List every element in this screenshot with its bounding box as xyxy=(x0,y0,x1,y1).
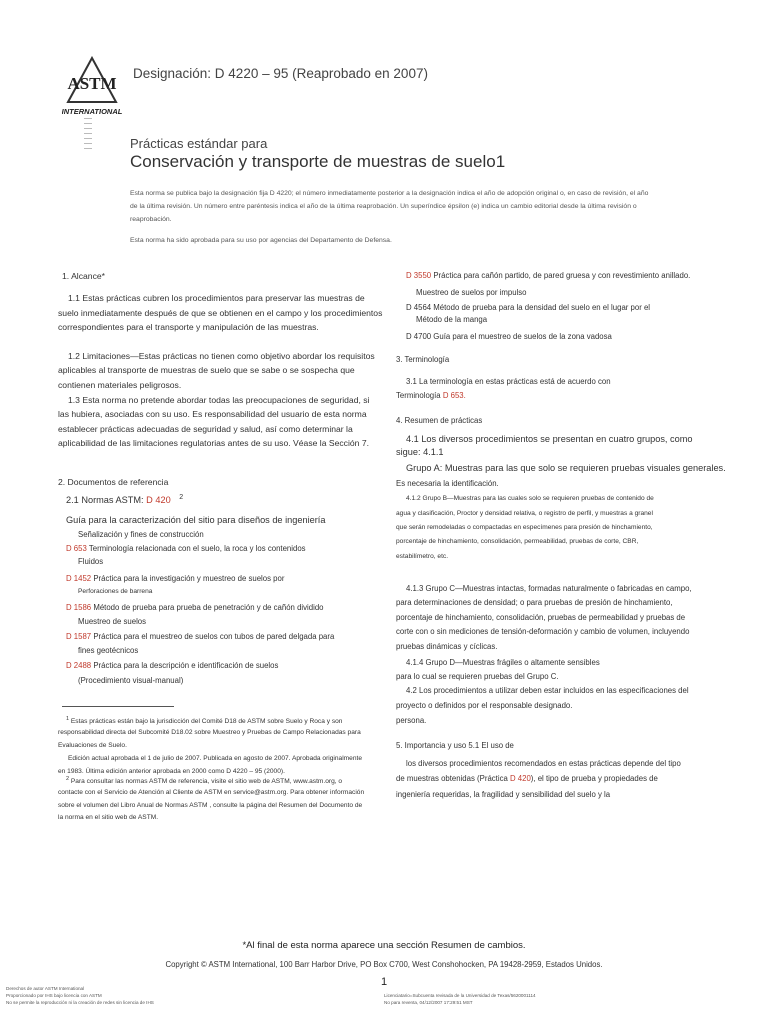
footnote-1-line2: responsabilidad directa del Subcomité D18.02 sobre Muestreo y Pruebas de Campo Relacionadas para xyxy=(58,729,361,736)
ref-d1587 xyxy=(66,632,334,641)
footnote-divider xyxy=(62,706,174,707)
ref-d1587-text: Práctica para el muestreo de suelos con tubos de pared delgada para xyxy=(93,632,335,641)
footnote-ref-2[interactable]: 2 xyxy=(179,494,184,501)
footnote-2-line2[interactable]: contacte con el Servicio de Atención al Cliente de ASTM en service@astm.org. Para obtener información xyxy=(58,789,365,796)
group-b-line4: porcentaje de hinchamiento, consolidación, permeabilidad, pruebas de corte, CBR, xyxy=(396,538,639,545)
para-5-1-line2 xyxy=(396,774,658,783)
ref-d3550 xyxy=(406,271,690,280)
para-1-3-line3: establecer prácticas adecuadas de seguridad y salud, así como determinar la xyxy=(58,424,353,434)
section-4-heading: 4. Resumen de prácticas xyxy=(396,416,483,425)
para-4-2-line2: proyecto o definidos por el responsable designado. xyxy=(396,701,573,710)
footnote-2 xyxy=(66,776,342,785)
license-left-3: No se permite la reproducción ni la creación de redes sin licencia de IHS xyxy=(6,1000,154,1005)
footnote-2-line4: la norma en el sitio web de ASTM. xyxy=(58,814,159,821)
group-c-line2: para determinaciones de densidad; o para pruebas de presión de hinchamiento, xyxy=(396,598,673,607)
footnote-2-marker: 2 xyxy=(66,776,70,782)
ref-d1586-text: Método de prueba para prueba de penetración y de cañón dividido xyxy=(93,603,324,612)
para-4-2: 4.2 Los procedimientos a utilizar deben estar incluidos en las especificaciones del xyxy=(406,686,689,695)
footnote-1-line1: Estas prácticas están bajo la jurisdicción del Comité D18 de ASTM sobre Suelo y Roca y son xyxy=(70,718,343,726)
para-1-1-line3: correspondientes para el transporte y manipulación de las muestras. xyxy=(58,322,319,332)
para-1-1-line2: suelo inmediatamente después de que se obtienen en el campo y los procedimientos xyxy=(58,308,383,318)
group-a-cont: Es necesaria la identificación. xyxy=(396,479,499,488)
para-5-1-line2-a: de muestras obtenidas (Práctica xyxy=(396,774,508,783)
section-1-heading: 1. Alcance* xyxy=(62,271,105,281)
ref-link-d1452[interactable]: D 1452 xyxy=(66,574,92,583)
d420-title: Guía para la caracterización del sitio para diseños de ingeniería xyxy=(66,515,326,525)
license-right-1: Licenciatario=Subcuenta revisada de la Universidad de Texas/5620001114 xyxy=(384,993,536,998)
para-1-3-line2: las hubiera, asociadas con su uso. Es responsabilidad del usuario de esta norma xyxy=(58,409,367,419)
group-c-line5: pruebas dinámicas y cíclicas. xyxy=(396,642,498,651)
section-2-heading: 2. Documentos de referencia xyxy=(58,477,169,487)
ref-d4700: D 4700 Guía para el muestreo de suelos de la zona vadosa xyxy=(406,332,612,341)
ref-link-d1587[interactable]: D 1587 xyxy=(66,632,92,641)
para-3-1-terminology: Terminología xyxy=(396,391,441,400)
para-1-2: 1.2 Limitaciones—Estas prácticas no tienen como objetivo abordar los requisitos xyxy=(68,351,375,361)
ref-d4564: D 4564 Método de prueba para la densidad del suelo en el lugar por el xyxy=(406,303,651,312)
dod-note: Esta norma ha sido aprobada para su uso por agencias del Departamento de Defensa. xyxy=(130,237,392,244)
para-5-1-line3: ingeniería requeridas, la fragilidad y sensibilidad del suelo y la xyxy=(396,790,611,799)
section-5-heading: 5. Importancia y uso 5.1 El uso de xyxy=(396,741,514,750)
astm-logo xyxy=(62,56,122,118)
group-c-line1: 4.1.3 Grupo C—Muestras intactas, formadas naturalmente o fabricadas en campo, xyxy=(406,584,692,593)
copyright: Copyright © ASTM International, 100 Barr Harbor Drive, PO Box C700, West Conshohocken, PA 19428-2959, Estados Unidos. xyxy=(165,960,603,969)
license-right-2: No para reventa, 04/12/2007 17:29:51 MST xyxy=(384,1000,473,1005)
ref-link-d653-terminology[interactable]: D 653. xyxy=(442,391,466,400)
ref-d1452 xyxy=(66,574,284,583)
ref-link-d1586[interactable]: D 1586 xyxy=(66,603,92,612)
group-b-line1: 4.1.2 Grupo B—Muestras para las cuales solo se requieren pruebas de contenido de xyxy=(406,495,654,502)
para-1-2-line3: contienen materiales peligrosos. xyxy=(58,380,182,390)
ref-d2488 xyxy=(66,661,278,670)
summary-note: *Al final de esta norma aparece una sección Resumen de cambios. xyxy=(242,940,526,951)
ref-link-d653[interactable]: D 653 xyxy=(66,544,87,553)
ref-d2488-text: Práctica para la descripción e identificación de suelos xyxy=(93,661,279,670)
astm-standards-heading xyxy=(66,494,183,505)
para-4-2-line3: persona. xyxy=(396,716,427,725)
para-5-1-line2-b: ), el tipo de prueba y propiedades de xyxy=(530,774,658,783)
ref-d1452-text: Práctica para la investigación y muestreo de suelos por xyxy=(93,574,285,583)
para-1-1: 1.1 Estas prácticas cubren los procedimientos para preservar las muestras de xyxy=(68,293,365,303)
para-1-3-line4: aplicabilidad de las limitaciones regulatorias antes de su uso. Véase la Sección 7. xyxy=(58,438,369,448)
ref-d1452-cont: Perforaciones de barrena xyxy=(78,588,153,595)
ref-d4564-cont: Método de la manga xyxy=(416,315,488,324)
group-c-line3: porcentaje de hinchamiento, consolidación, pruebas de permeabilidad y pruebas de xyxy=(396,613,686,622)
ref-link-d420-practice[interactable]: D 420 xyxy=(509,774,531,783)
ref-d653 xyxy=(66,544,306,553)
ref-d1587-cont: fines geotécnicos xyxy=(78,646,139,655)
footnote-1-line3: Evaluaciones de Suelo. xyxy=(58,742,127,749)
ref-d3550-cont: Muestreo de suelos por impulso xyxy=(416,288,527,297)
footnote-2-line1: Para consultar las normas ASTM de referencia, visite el sitio web de ASTM, www.astm.org, o xyxy=(70,778,343,786)
group-d-line2: para lo cual se requieren pruebas del Grupo C. xyxy=(396,672,559,681)
logo-caption: INTERNATIONAL xyxy=(62,107,122,116)
group-b-line2: agua y clasificación, Proctor y densidad relativa, o registro de perfil, y muestras a granel xyxy=(396,510,653,517)
section-3-heading: 3. Terminología xyxy=(396,355,450,364)
footnote-1-line4: Edición actual aprobada el 1 de julio de 2007. Publicada en agosto de 2007. Aprobada originalmente xyxy=(68,755,363,762)
designation: Designación: D 4220 – 95 (Reaprobado en 2007) xyxy=(133,66,428,81)
group-c-line4: corte con o sin mediciones de tensión-deformación y cambio de volumen, incluyendo xyxy=(396,627,690,636)
footnote-1 xyxy=(66,716,342,725)
ref-link-d2488[interactable]: D 2488 xyxy=(66,661,92,670)
subtitle: Prácticas estándar para xyxy=(130,136,268,151)
group-b-line5: estabilímetro, etc. xyxy=(396,553,449,560)
ref-d1586 xyxy=(66,603,324,612)
footnote-1-line5: en 1983. Última edición anterior aprobada en 2000 como D 4220 – 95 (2000). xyxy=(58,768,285,775)
footnote-1-marker: 1 xyxy=(66,716,70,722)
ref-d653-cont: Fluidos xyxy=(78,557,104,566)
ref-d2488-cont: (Procedimiento visual-manual) xyxy=(78,676,184,685)
ref-link-d420[interactable]: D 420 xyxy=(146,495,171,506)
logo-text: ASTM xyxy=(67,74,117,93)
d420-subtitle: Señalización y fines de construcción xyxy=(78,530,204,539)
page-number: 1 xyxy=(380,976,388,988)
group-a: Grupo A: Muestras para las que solo se requieren pruebas visuales generales. xyxy=(406,463,726,473)
ref-d653-text: Terminología relacionada con el suelo, la roca y los contenidos xyxy=(88,544,306,553)
para-4-1-line2: sigue: 4.1.1 xyxy=(396,447,444,457)
ref-d1586-cont: Muestreo de suelos xyxy=(78,617,147,626)
dotted-divider xyxy=(84,118,92,150)
ref-d3550-text: Práctica para cañón partido, de pared gruesa y con revestimiento anillado. xyxy=(433,271,691,280)
license-left-1: Derechos de autor ASTM International xyxy=(6,986,85,991)
para-1-2-line2: aplicables al transporte de muestras de suelo que se sabe o se sospecha que xyxy=(58,365,355,375)
designation-note: Esta norma se publica bajo la designación fija D 4220; el número inmediatamente posterior a la designación indica el año de adopción original o, en caso de revisión, el año de la última revisión. Un número entre paréntesis indica el año de la última reaprobación. Un superíndice épsilon (e) indica un cambio editorial desde la última revisión o reaprobación. xyxy=(130,190,649,223)
para-3-1: 3.1 La terminología en estas prácticas está de acuerdo con xyxy=(406,377,611,386)
astm-standards-label: 2.1 Normas ASTM: xyxy=(66,495,144,506)
footnote-2-line3: sobre el volumen del Libro Anual de Normas ASTM , consulte la página del Resumen del Documento de xyxy=(58,802,363,809)
para-3-1-line2 xyxy=(396,391,466,400)
group-b-line3: que serán remodeladas o compactadas en especímenes para presión de hinchamiento, xyxy=(396,524,653,531)
page-title: Conservación y transporte de muestras de suelo1 xyxy=(130,152,506,171)
ref-link-d3550[interactable]: D 3550 xyxy=(406,271,432,280)
para-4-1: 4.1 Los diversos procedimientos se presentan en cuatro grupos, como xyxy=(406,434,693,444)
license-left-2: Proporcionado por IHS bajo licencia con ASTM xyxy=(6,993,102,998)
para-5-1: los diversos procedimientos recomendados en estas prácticas depende del tipo xyxy=(406,759,681,768)
para-1-3: 1.3 Esta norma no pretende abordar todas las preocupaciones de seguridad, si xyxy=(68,395,370,405)
group-d-line1: 4.1.4 Grupo D—Muestras frágiles o altamente sensibles xyxy=(406,658,600,667)
